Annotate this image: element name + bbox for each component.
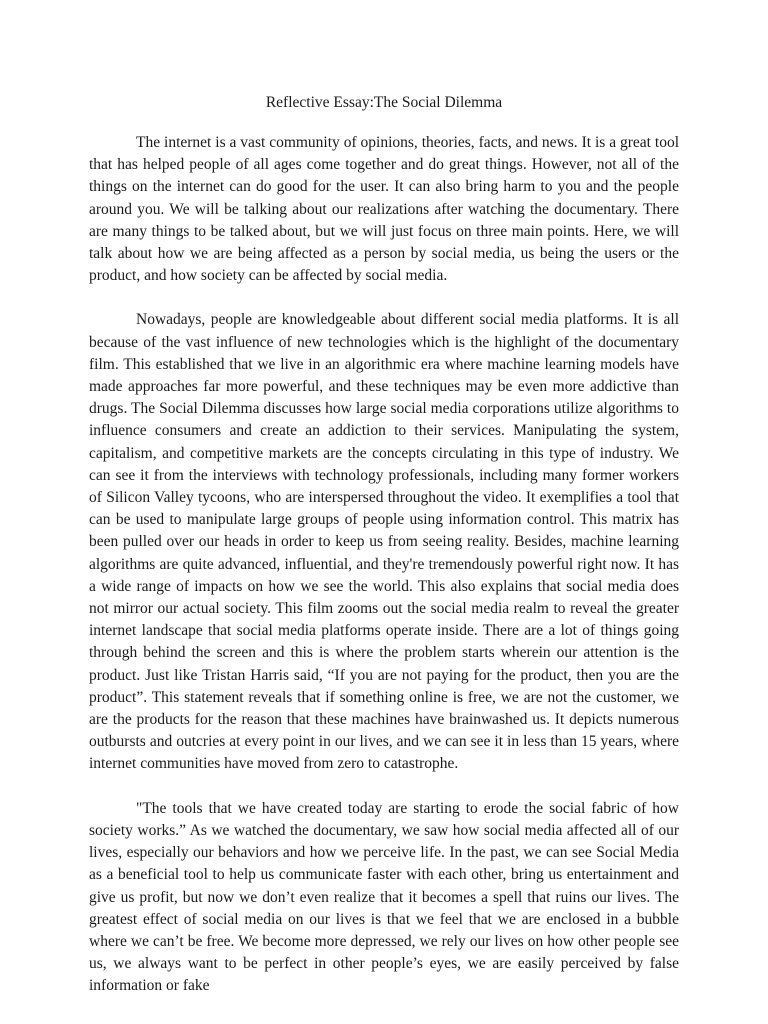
paragraph-1: The internet is a vast community of opinions, theories, facts, and news. It is a great tool that has helped people of all ages come together and do great things. However, not all of the things on the internet can do good for the user. It can also bring harm to you and the people around you. We will be talking about our realizations after watching the documentary. There are many things to be talked about, but we will just focus on three main points. Here, we will talk about how we are being affected as a person by social media, us being the users or the product, and how society can be affected by social media. [89, 134, 679, 285]
paragraph-3: "The tools that we have created today are starting to erode the social fabric of how society works.” As we watched the documentary, we saw how social media affected all of our lives, especially our behaviors and how we perceive life. In the past, we can see Social Media as a beneficial tool to help us communicate faster with each other, bring us entertainment and give us profit, but now we don’t even realize that it becomes a spell that ruins our lives. The greatest effect of social media on our lives is that we feel that we are enclosed in a bubble where we can’t be free. We become more depressed, we rely our lives on how other people see us, we always want to be perfect in other people’s eyes, we are easily perceived by false information or fake [89, 799, 679, 995]
document-title: Reflective Essay:The Social Dilemma [265, 94, 503, 111]
document-body [89, 132, 679, 1020]
paragraph-2: Nowadays, people are knowledgeable about different social media platforms. It is all because of the vast influence of new technologies which is the highlight of the documentary film. This established that we live in an algorithmic era where machine learning models have made approaches far more powerful, and these techniques may be even more addictive than drugs. The Social Dilemma discusses how large social media corporations utilize algorithms to influence consumers and create an addiction to their services. Manipulating the system, capitalism, and competitive markets are the concepts circulating in this type of industry. We can see it from the interviews with technology professionals, including many former workers of Silicon Valley tycoons, who are interspersed throughout the video. It exemplifies a tool that can be used to manipulate large groups of people using information control. This matrix has been pulled over our heads in order to keep us from seeing reality. Besides, machine learning algorithms are quite advanced, influential, and they're tremendously powerful right now. It has a wide range of impacts on how we see the world. This also explains that social media does not mirror our actual society. This film zooms out the social media realm to reveal the greater internet landscape that social media platforms operate inside. There are a lot of things going through behind the screen and this is where the problem starts wherein our attention is the product. Just like Tristan Harris said, “If you are not paying for the product, then you are the product”. This statement reveals that if something online is free, we are not the customer, we are the products for the reason that these machines have brainwashed us. It depicts numerous outbursts and outcries at every point in our lives, and we can see it in less than 15 years, where internet communities have moved from zero to catastrophe. [89, 311, 679, 773]
